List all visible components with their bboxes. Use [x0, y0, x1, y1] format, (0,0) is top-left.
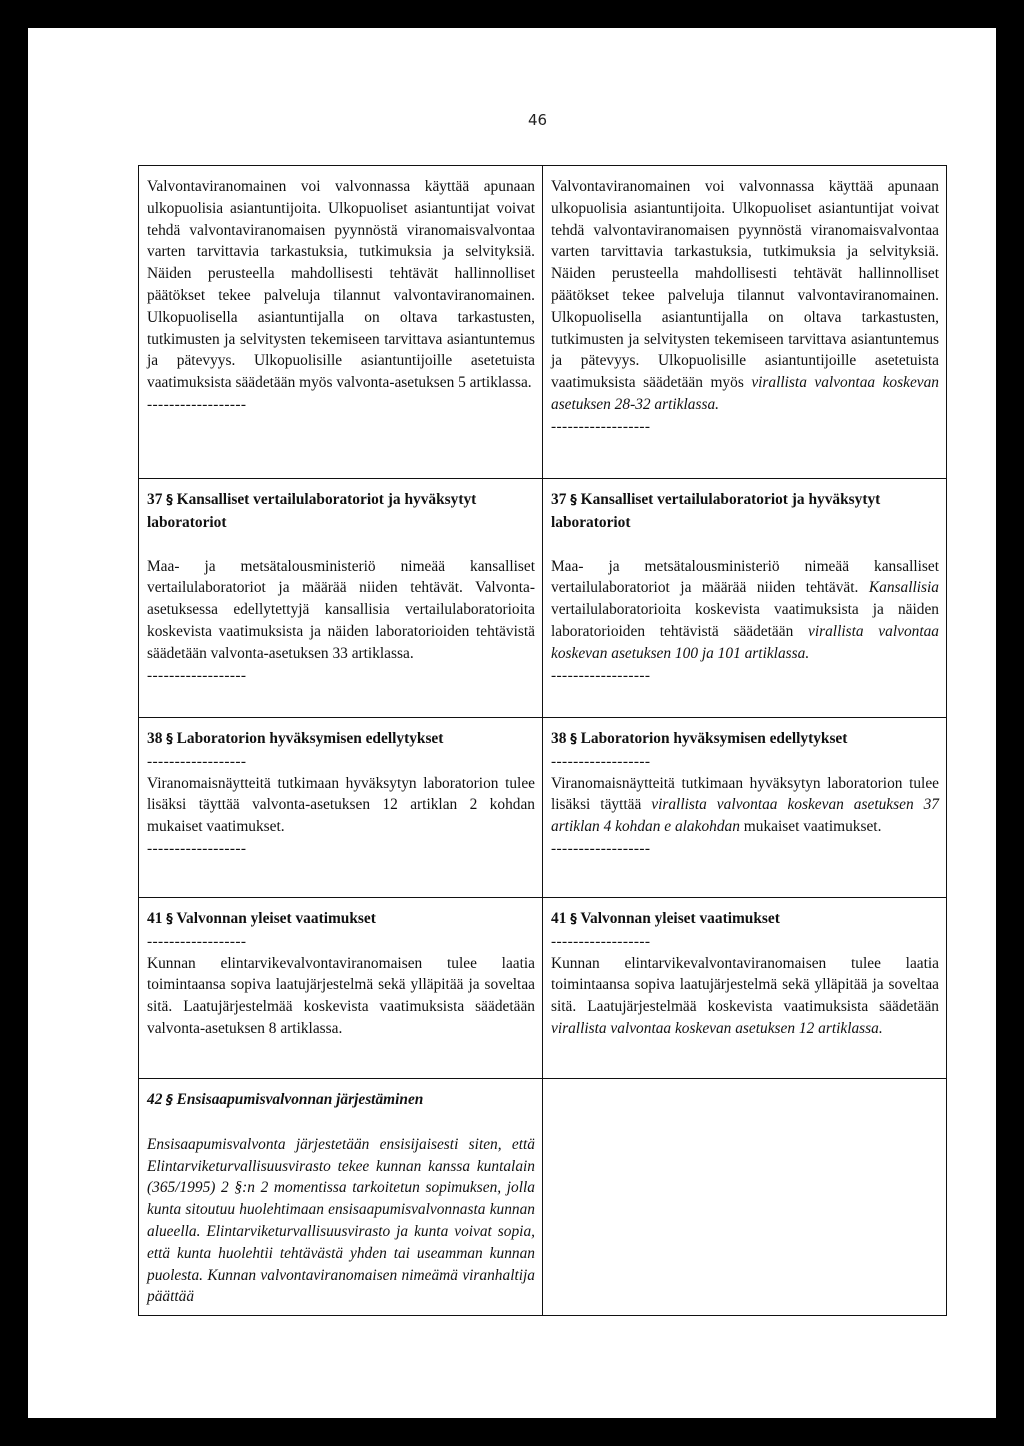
text-run: vertailulaboratorioita koskevista vaatimuksista ja näiden laboratorioiden tehtävistä säädetään	[551, 601, 939, 640]
text-run: Kunnan elintarvikevalvontaviranomaisen tulee laatia toimintaansa sopiva laatujärjestelmä sekä ylläpitää ja soveltaa sitä. Laatujärjestelmää koskevista vaatimuksista säädetään	[551, 954, 939, 1016]
section-title: Kansalliset vertailulaboratoriot ja hyväksytyt laboratoriot	[551, 491, 881, 531]
comparison-table	[138, 165, 947, 1316]
proposed-law-cell	[543, 166, 947, 479]
current-law-cell	[139, 718, 543, 898]
section-heading	[147, 728, 535, 751]
current-law-cell	[139, 166, 543, 479]
section-number: 42	[147, 1091, 163, 1108]
text-run: mukaiset vaatimukset.	[739, 818, 882, 836]
section-number: 37	[551, 491, 567, 508]
section-heading	[551, 489, 939, 534]
text-run: Valvontaviranomainen voi valvonnassa käyttää apunaan ulkopuolisia asiantuntijoita. Ulkopuoliset asiantuntijat voivat tehdä valvontaviranomaisen pyynnöstä viranomaisvalvontaa varten tarvittavia tarkastuksia, tutkimuksia ja selvityksiä. Näiden perusteella mahdollisesti tehtävät hallinnolliset päätökset tekee palveluja tilannut valvontaviranomainen. Ulkopuolisella asiantuntijalla on oltava tarkastusten, tutkimusten ja selvitysten tekemiseen tarvittava asiantuntemus ja pätevyys. Ulkopuolisille asiantuntijoille asetetuista vaatimuksista säädetään myös	[551, 178, 939, 392]
separator-dashes: ------------------	[147, 666, 247, 684]
paragraph: Viranomaisnäytteitä tutkimaan hyväksytyn laboratorion tulee lisäksi täyttää valvonta-asetuksen 12 artiklan 2 kohdan mukaiset vaatimukset.	[147, 774, 535, 836]
paragraph	[551, 176, 939, 416]
section-number: 37	[147, 491, 163, 508]
section-sign-icon: §	[570, 912, 577, 927]
text-run: Maa- ja metsätalousministeriö nimeää kansalliset vertailulaboratoriot ja määrää niiden tehtävät.	[551, 557, 939, 597]
paragraph	[551, 953, 939, 1040]
separator-dashes: ------------------	[551, 417, 651, 435]
separator-dashes: ------------------	[147, 932, 247, 950]
section-number: 41	[551, 910, 567, 927]
separator-dashes: ------------------	[551, 839, 651, 857]
italic-text-run: virallista valvontaa koskevan asetuksen 100 ja 101 artiklassa.	[551, 622, 939, 662]
italic-text-run: Kansallisia	[868, 579, 939, 597]
separator-dashes: ------------------	[147, 839, 247, 857]
section-heading	[147, 489, 535, 534]
section-heading	[147, 908, 535, 931]
current-law-cell	[139, 1079, 543, 1316]
proposed-law-cell	[543, 898, 947, 1079]
paragraph	[551, 556, 939, 665]
section-number: 41	[147, 910, 163, 927]
proposed-law-cell	[543, 718, 947, 898]
section-title: Laboratorion hyväksymisen edellytykset	[176, 730, 444, 747]
section-title: Kansalliset vertailulaboratoriot ja hyväksytyt laboratoriot	[147, 491, 477, 531]
section-heading	[551, 908, 939, 931]
paragraph	[551, 773, 939, 838]
section-sign-icon: §	[166, 493, 173, 508]
text-run: Viranomaisnäytteitä tutkimaan hyväksytyn laboratorion tulee lisäksi täyttää	[551, 774, 939, 814]
section-sign-icon: §	[166, 732, 173, 747]
proposed-law-cell-empty	[543, 1079, 947, 1316]
italic-text-run: virallista valvontaa koskevan asetuksen 28-32 artiklassa.	[551, 374, 939, 413]
paragraph: Kunnan elintarvikevalvontaviranomaisen tulee laatia toimintaansa sopiva laatujärjestelmä sekä ylläpitää ja soveltaa sitä. Laatujärjestelmää koskevista vaatimuksista säädetään valvonta-asetuksen 8 artiklassa.	[147, 954, 535, 1037]
separator-dashes: ------------------	[551, 932, 651, 950]
current-law-cell	[139, 479, 543, 718]
page-number: 46	[528, 111, 548, 129]
section-heading	[147, 1089, 535, 1112]
section-title: Valvonnan yleiset vaatimukset	[580, 910, 780, 927]
paragraph: Valvontaviranomainen voi valvonnassa käyttää apunaan ulkopuolisia asiantuntijoita. Ulkopuoliset asiantuntijat voivat tehdä valvontaviranomaisen pyynnöstä viranomaisvalvontaa varten tarvittavia tarkastuksia, tutkimuksia ja selvityksiä. Näiden perusteella mahdollisesti tehtävät hallinnolliset päätökset tekee palveluja tilannut valvontaviranomainen. Ulkopuolisella asiantuntijalla on oltava tarkastusten, tutkimusten ja selvitysten tekemiseen tarvittava asiantuntemus ja pätevyys. Ulkopuolisille asiantuntijoille asetetuista vaatimuksista säädetään myös valvonta-asetuksen 5 artiklassa.	[147, 178, 535, 392]
document-page	[28, 28, 996, 1418]
section-title: Valvonnan yleiset vaatimukset	[176, 910, 376, 927]
section-title: Laboratorion hyväksymisen edellytykset	[580, 730, 848, 747]
table-row	[139, 1079, 947, 1316]
table-row	[139, 718, 947, 898]
table-row	[139, 166, 947, 479]
table-row	[139, 898, 947, 1079]
table-row	[139, 479, 947, 718]
section-sign-icon: §	[166, 1093, 173, 1108]
paragraph: Maa- ja metsätalousministeriö nimeää kansalliset vertailulaboratoriot ja määrää niiden tehtävät. Valvonta-asetuksessa edellytettyjä kansallisia vertailulaboratorioita koskevista vaatimuksista ja näiden laboratorioiden tehtävistä säädetään valvonta-asetuksen 33 artiklassa.	[147, 557, 535, 662]
italic-text-run: virallista valvontaa koskevan asetuksen 12 artiklassa.	[551, 1019, 883, 1037]
section-sign-icon: §	[166, 912, 173, 927]
separator-dashes: ------------------	[551, 666, 651, 684]
section-number: 38	[147, 730, 163, 747]
section-heading	[551, 728, 939, 751]
separator-dashes: ------------------	[147, 395, 247, 413]
paragraph: Ensisaapumisvalvonta järjestetään ensisijaisesti siten, että Elintarviketurvallisuusvirasto tekee kunnan kanssa kuntalain (365/1995) 2 §:n 2 momentissa tarkoitetun sopimuksen, jolla kunta sitoutuu huolehtimaan ensisaapumisvalvonnasta kunnan alueella. Elintarviketurvallisuusvirasto ja kunta voivat sopia, että kunta huolehtii tehtävästä yhden tai useamman kunnan puolesta. Kunnan valvontaviranomaisen nimeämä viranhaltija päättää	[147, 1135, 535, 1306]
current-law-cell	[139, 898, 543, 1079]
separator-dashes: ------------------	[551, 752, 651, 770]
section-sign-icon: §	[570, 732, 577, 747]
proposed-law-cell	[543, 479, 947, 718]
section-number: 38	[551, 730, 567, 747]
section-sign-icon: §	[570, 493, 577, 508]
italic-text-run: virallista valvontaa koskevan asetuksen 37 artiklan 4 kohdan e alakohdan	[551, 796, 939, 836]
section-title: Ensisaapumisvalvonnan järjestäminen	[176, 1091, 424, 1108]
separator-dashes: ------------------	[147, 752, 247, 770]
